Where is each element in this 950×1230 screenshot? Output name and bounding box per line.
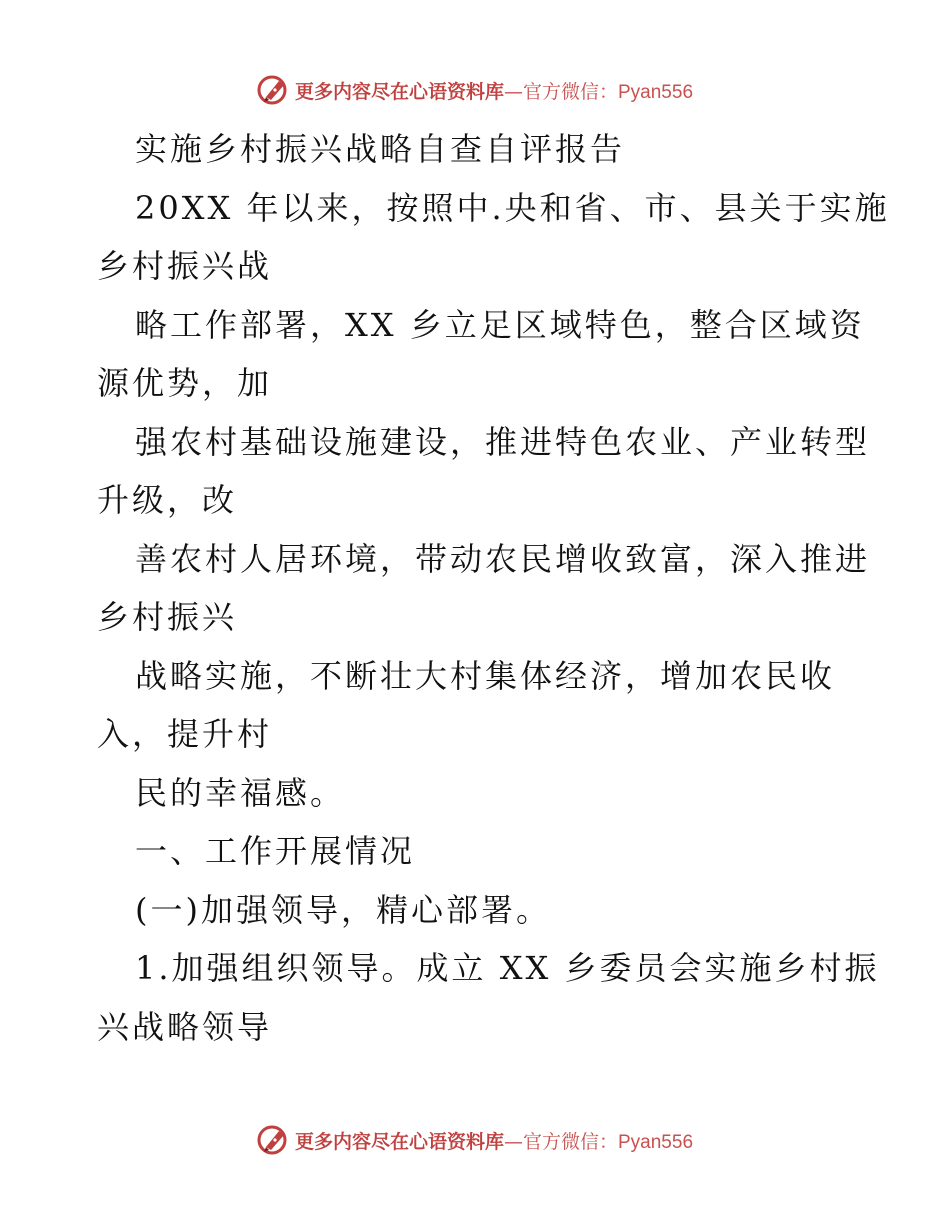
text-line: 乡村振兴 xyxy=(97,598,238,636)
text-line: 入，提升村 xyxy=(97,715,273,753)
watermark-header xyxy=(0,70,950,110)
watermark-handle: Pyan556 xyxy=(618,81,694,103)
watermark-brand: 更多内容尽在心语资料库 xyxy=(294,1130,504,1153)
text-line: 善农村人居环境，带动农民增收致富，深入推进 xyxy=(135,539,871,578)
text-line: 兴战略领导 xyxy=(97,1007,273,1046)
watermark-suffix: 官方微信： xyxy=(522,1130,618,1153)
watermark-handle: Pyan556 xyxy=(618,1131,694,1153)
document-body xyxy=(97,120,890,1056)
watermark-footer xyxy=(0,1120,950,1160)
text-line: 乡村振兴战 xyxy=(97,247,273,285)
text-line: 战略实施，不断壮大村集体经济，增加农民收 xyxy=(135,656,836,695)
watermark-brand: 更多内容尽在心语资料库 xyxy=(294,80,504,103)
text-line: 1.加强组织领导。成立 XX 乡委员会实施乡村振 xyxy=(135,949,880,987)
pen-nib-logo-icon xyxy=(257,73,291,107)
text-line: 源优势，加 xyxy=(97,364,273,402)
watermark-suffix: 官方微信： xyxy=(522,80,618,103)
text-line: 略工作部署，XX 乡立足区域特色，整合区域资 xyxy=(135,305,865,344)
document-title: 实施乡村振兴战略自查自评报告 xyxy=(135,130,626,168)
text-line: 强农村基础设施建设，推进特色农业、产业转型 xyxy=(135,422,871,461)
text-line: 升级，改 xyxy=(97,481,238,519)
text-line: 20XX 年以来，按照中.央和省、市、县关于实施 xyxy=(135,188,890,227)
pen-nib-logo-icon xyxy=(257,1123,291,1157)
text-line: 民的幸福感。 xyxy=(135,773,346,812)
watermark-text xyxy=(295,77,693,104)
watermark-text xyxy=(295,1127,693,1154)
watermark-separator: — xyxy=(503,80,523,103)
text-line: (一)加强领导，精心部署。 xyxy=(135,890,551,929)
text-line: 一、工作开展情况 xyxy=(135,832,416,870)
watermark-separator: — xyxy=(503,1130,523,1153)
